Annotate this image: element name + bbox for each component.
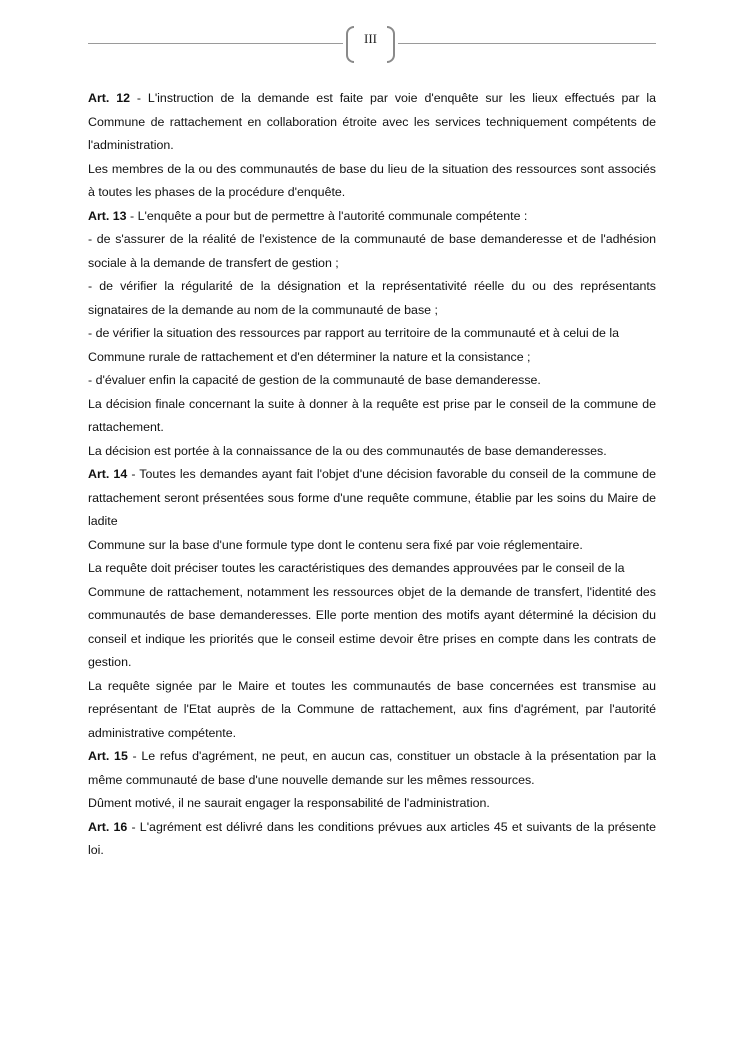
paragraph-text: - d'évaluer enfin la capacité de gestion de la communauté de base demanderesse. <box>88 373 541 387</box>
paragraph-text: - de vérifier la régularité de la désignation et la représentativité réelle du ou des représentants signataires de la demande au nom de la communauté de base ; <box>88 279 656 317</box>
article-label: Art. 16 <box>88 819 128 834</box>
right-brace-ornament <box>387 26 395 63</box>
paragraph-text: La requête signée par le Maire et toutes les communautés de base concernées est transmise au représentant de l'Etat auprès de la Commune de rattachement, aux fins d'agrément, par l'autorité administrative compétente. <box>88 678 656 740</box>
paragraph-text: - L'enquête a pour but de permettre à l'autorité communale compétente : <box>126 208 528 223</box>
paragraph <box>88 463 656 534</box>
paragraph <box>88 205 656 229</box>
paragraph <box>88 158 656 205</box>
article-label: Art. 12 <box>88 91 131 105</box>
article-label: Art. 13 <box>88 208 127 223</box>
page-number: III <box>364 31 377 46</box>
paragraph-text: - L'agrément est délivré dans les conditions prévues aux articles 45 et suivants de la présente loi. <box>88 819 656 857</box>
paragraph-text: Dûment motivé, il ne saurait engager la responsabilité de l'administration. <box>88 796 490 810</box>
paragraph-text: Commune sur la base d'une formule type dont le contenu sera fixé par voie réglementaire. <box>88 537 583 552</box>
paragraph <box>88 322 656 346</box>
paragraph <box>88 87 656 158</box>
paragraph-text: La requête doit préciser toutes les caractéristiques des demandes approuvées par le conseil de la <box>88 561 625 575</box>
paragraph-text: Commune de rattachement, notamment les ressources objet de la demande de transfert, l'identité des communautés de base demanderesses. Elle porte mention des motifs ayant déterminé la décision du conseil et indique les priorités que le conseil estime devoir être prises en compte dans les contrats de gestion. <box>88 584 656 669</box>
paragraph-text: La décision finale concernant la suite à donner à la requête est prise par le conseil de la commune de rattachement. <box>88 396 656 434</box>
paragraph-text: Les membres de la ou des communautés de base du lieu de la situation des ressources sont associés à toutes les phases de la procédure d'enquête. <box>88 161 656 199</box>
paragraph <box>88 346 656 370</box>
paragraph <box>88 369 656 393</box>
page-number-box <box>343 24 398 64</box>
header-rule-right <box>398 43 656 44</box>
paragraph <box>88 792 656 816</box>
paragraph-text: - de s'assurer de la réalité de l'existence de la communauté de base demanderesse et de l'adhésion sociale à la demande de transfert de gestion ; <box>88 232 656 270</box>
paragraph <box>88 534 656 558</box>
paragraph <box>88 440 656 464</box>
paragraph-text: - Le refus d'agrément, ne peut, en aucun cas, constituer un obstacle à la présentation par la même communauté de base d'une nouvelle demande sur les mêmes ressources. <box>88 749 656 787</box>
paragraph <box>88 275 656 322</box>
paragraph <box>88 816 656 863</box>
paragraph-text: - de vérifier la situation des ressources par rapport au territoire de la communauté et à celui de la <box>88 326 620 340</box>
paragraph <box>88 675 656 746</box>
header-rule-left <box>88 43 343 44</box>
left-brace-ornament <box>346 26 354 63</box>
article-label: Art. 15 <box>88 749 128 763</box>
paragraph-text: La décision est portée à la connaissance de la ou des communautés de base demanderesses. <box>88 443 607 458</box>
page-header <box>88 24 656 64</box>
document-body <box>88 87 656 863</box>
paragraph <box>88 393 656 440</box>
paragraph-text: - Toutes les demandes ayant fait l'objet d'une décision favorable du conseil de la commune de rattachement seront présentées sous forme d'une requête commune, établie par les soins du Maire de ladite <box>88 467 656 528</box>
paragraph <box>88 557 656 581</box>
paragraph <box>88 581 656 675</box>
paragraph <box>88 745 656 792</box>
article-label: Art. 14 <box>88 467 128 481</box>
paragraph-text: - L'instruction de la demande est faite par voie d'enquête sur les lieux effectués par la Commune de rattachement en collaboration étroite avec les services techniquement compétents de l'administration. <box>88 91 656 152</box>
paragraph <box>88 228 656 275</box>
paragraph-text: Commune rurale de rattachement et d'en déterminer la nature et la consistance ; <box>88 349 531 364</box>
